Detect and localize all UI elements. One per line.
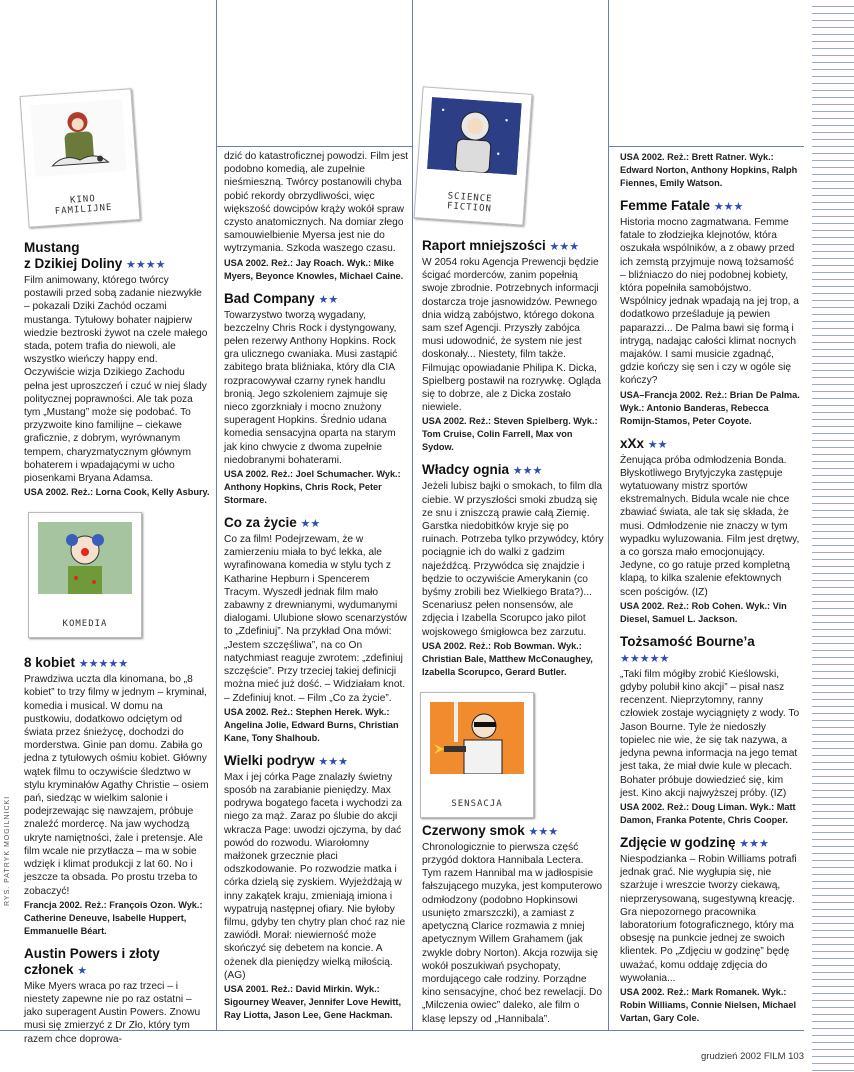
review-czerwony-smok xyxy=(422,823,604,1026)
review-co-za-zycie xyxy=(224,515,408,745)
review-title: xXx ★★ xyxy=(620,435,668,451)
review-8-kobiet xyxy=(24,655,210,937)
review-title: Władcy ognia ★★★ xyxy=(422,462,543,478)
illustrator-credit: RYS. PATRYK MOGILNICKI xyxy=(4,795,11,906)
review-credits: USA 2002. Reż.: Rob Bowman. Wyk.: Christian Bale, Matthew McConaughey, Izabella Scorupco, Gerard Butler. xyxy=(422,640,593,677)
rating-stars: ★★★ xyxy=(528,825,559,838)
rating-stars: ★★ xyxy=(300,518,321,531)
review-austin-powers xyxy=(24,946,210,1046)
review-body: Niespodzianka – Robin Williams potrafi jednak grać. Nie wygłupia się, nie szarżuje i wreszcie tworzy ciekawą, nieprzerysowaną, sugestywną kreację. Gra niepozornego pracownika laboratorium fotograficznego, który ma obsesję na punkcie jednej ze swoich klientek. Po „Zdjęciu w godzinę” będę uważać, komu oddaję zdjęcia do wywołania... xyxy=(620,853,797,984)
rating-stars: ★★★ xyxy=(739,837,769,850)
column-1 xyxy=(0,0,216,1045)
review-credits: USA 2002. Reż.: Stephen Herek. Wyk.: Angelina Jolie, Edward Burns, Christian Kane, Tony Shalhoub. xyxy=(224,706,399,743)
review-title: Tożsamość Bourne’a ★★★★★ xyxy=(620,633,755,665)
review-title: Co za życie ★★ xyxy=(224,515,321,531)
review-title: Mustang z Dzikiej Doliny ★★★★ xyxy=(24,240,166,271)
column-2 xyxy=(216,0,412,1032)
rating-stars: ★★★ xyxy=(512,465,543,478)
rating-stars: ★★ xyxy=(647,438,668,451)
review-title: Femme Fatale ★★★ xyxy=(620,198,744,213)
rating-stars: ★★★★★ xyxy=(620,652,670,665)
review-wielki-podryw xyxy=(224,753,408,1022)
page-footer: grudzień 2002 FILM 103 xyxy=(701,1051,804,1062)
column-3 xyxy=(412,0,608,1032)
review-credits: USA 2002. Reż.: Brett Ratner. Wyk.: Edward Norton, Anthony Hopkins, Ralph Fiennes, Emily Watson. xyxy=(620,152,798,188)
review-body: Max i jej córka Page znalazły świetny sposób na zarabianie pieniędzy. Max podrywa bogatego faceta i wychodzi za niego za mąż. Zaraz po ślubie do akcji wkracza Page: uwodzi ojczyma, by dać powód do rozwodu. Wiarołomny małżonek grzecznie płaci odszkodowanie. Po rozwodzie matka i córka dzielą się zyskiem. Wyjeżdżają w inny zakątek kraju, zmieniają imiona i wypatrują następnej ofiary. Nie byłoby filmu, gdyby ten chytry plan choć raz nie zawiódł. Morał: niewierność może skończyć się debetem na koncie. A ożenek dla pieniędzy wielką miłością. (AG) xyxy=(224,771,406,981)
review-tozsamosc-bourne xyxy=(620,634,800,827)
science-caption: SCIENCE FICTION xyxy=(446,191,493,215)
review-austin-powers-cont xyxy=(224,150,408,283)
review-title: Wielki podryw ★★★ xyxy=(224,752,349,768)
review-body: Mike Myers wraca po raz trzeci – i niestety zapewne nie po raz ostatni – jako superagent Austin Powers. Znowu musi się zmierzyć z Dr Zło, który tym razem chce doprowa- xyxy=(24,980,201,1045)
review-body: Żenująca próba odmłodzenia Bonda. Błyskotliwego Brytyjczyka zastępuje wytatuowany mistrz sportów ekstremalnych. Bidula wcale nie chce zbawiać świata, ale tak się składa, że musi. Odmłodzenie nie znaczy w tym wypadku wyluzowania. Film jest drętwy, a co gorsza mało emocjonujący. Jedyne, co go ratuje przed kompletną klapą, to kilka szalenie efektownych scen pościgów. (IZ) xyxy=(620,454,800,598)
review-body: dzić do katastroficznej powodzi. Film jest podobno komedią, ale zupełnie nieśmieszną. Twórcy postanowili chyba pobić rekordy obrzydliwości, więc większość dowcipów krąży wokół spraw czysto anatomicznych. Na domiar złego samouwielbienie Myersa jest nie do wytrzymania. Szkoda waszego czasu. xyxy=(224,151,409,255)
review-femme-fatale xyxy=(620,198,800,428)
review-title: Raport mniejszości ★★★ xyxy=(422,238,580,253)
review-body: Towarzystwo tworzą wygadany, bezczelny Chris Rock i dystyngowany, pełen rezerwy Anthony Hopkins. Rock gra ulicznego cwaniaka. Musi zastąpić zabitego brata bliźniaka, który dla CIA rozpracowywał czarny rynek handlu bronią. Jego szkoleniem zajmuje się nieco zgorzkniały i mocno znużony superagent Hopkins. Średnio udana komedia sensacyjna oparta na starym jak kino chwycie z dwoma zupełnie niedobranymi bohaterami. xyxy=(224,309,398,466)
review-title: 8 kobiet ★★★★★ xyxy=(24,655,129,671)
review-title: Austin Powers i złoty członek ★ xyxy=(24,945,160,977)
review-body: Prawdziwa uczta dla kinomana, bo „8 kobiet” to trzy filmy w jednym – kryminał, komedia i musical. W domu na pustkowiu, dodatkowo odciętym od świata przez śnieżycę, dochodzi do morderstwa. Ginie pan domu. Zabiła go jedna z tytułowych ośmiu kobiet. Główny wątek filmu to oczywiście śledztwo w stylu kryminałów Agathy Christie – osiem pań, siedząc w wielkim salonie i podejrzewając się nawzajem, próbuje znaleźć mordercę. Na jaw wychodzą ukryte namiętności, żale i pretensje. Ale film wcale nie przytłacza – ma w sobie wdzięk i klimat produkcji z lat 60. No i jeszcze ta obsada. Po prostu trzeba to zobaczyć! xyxy=(24,674,209,897)
review-title: Zdjęcie w godzinę ★★★ xyxy=(620,834,769,850)
kino-caption: KINO FAMILIJNE xyxy=(54,194,113,217)
rating-stars: ★★ xyxy=(318,293,339,306)
review-credits: USA–Francja 2002. Reż.: Brian De Palma. Wyk.: Antonio Banderas, Rebecca Romijn-Stamos, Peter Coyote. xyxy=(620,389,800,426)
rating-stars: ★★★★★ xyxy=(78,658,129,671)
column-4 xyxy=(608,0,804,1032)
review-body: Film animowany, którego twórcy postawili przed sobą zadanie niezwykłe – pokazali Dziki Zachód oczami mustanga. Tytułowy bohater najpierw wiedzie beztroski żywot na czele małego stada, potem trafia do niewoli, ale wszystko wieńczy happy end. Oczywiście wizja Dzikiego Zachodu pełna jest uproszczeń i czuć w niej ślady politycznej poprawności. Ale tak poza tym „Mustang” może się podobać. To przyzwoite kino familijne – ciekawe graficznie, z dobrym, wyrównanym tempem, charyzmatycznym głównym bohaterem i wpadającymi w ucho piosenkami Bryana Adamsa. xyxy=(24,275,208,485)
review-czerwony-smok-credits xyxy=(620,151,800,190)
review-credits: USA 2001. Reż.: David Mirkin. Wyk.: Sigourney Weaver, Jennifer Love Hewitt, Ray Liotta, Jason Lee, Gene Hackman. xyxy=(224,983,401,1020)
review-credits: USA 2002. Reż.: Steven Spielberg. Wyk.: Tom Cruise, Colin Farrell, Max von Sydow. xyxy=(422,416,598,453)
rating-stars: ★★★ xyxy=(713,201,744,213)
review-title: Czerwony smok ★★★ xyxy=(422,822,559,838)
review-body: Co za film! Podejrzewam, że w zamierzeniu miała to być lekka, ale wyrafinowana komedia w stylu tych z Katharine Hepburn i Spencerem Tracym. Wyszedł jednak film mało zabawny z drewnianymi, wydumanymi dialogami. Ulubione słowo scenarzystów to „Zdefiniuj”. Na przykład Ona mówi: „Jestem szczęśliwa”, na co On natychmiast reaguje zwrotem: „zdefiniuj szczęście”. Przy trzeciej takiej definicji można mieć już dość. – Widziałam knot. – Zdefiniuj knot. – Film „Co za życie”. xyxy=(224,534,407,704)
rating-stars: ★★★ xyxy=(318,755,349,768)
review-credits: USA 2002. Reż.: Doug Liman. Wyk.: Matt Damon, Franka Potente, Chris Cooper. xyxy=(620,801,796,825)
review-body: Chronologicznie to pierwsza część przygód doktora Hannibala Lectera. Tym razem Hannibal ma w jadłospisie fałszującego muzyka, jest komputerowo odmłodzony (podobno Hopkinsowi usunięto zmarszczki), a zamiast z apetyczną Clarice rozmawia z mniej apetycznym Willem Grahamem (jak zwykle dobry Norton). Akcja rozwija się wokół poszukiwań psychopaty, mordującego całe rodziny. Porządne kino sensacyjne, choć bez rewelacji. Do „Milczenia owiec” daleko, ale film o klasę lepszy od „Hannibala”. xyxy=(422,841,603,1025)
review-wladcy-ognia xyxy=(422,462,604,678)
review-bad-company xyxy=(224,291,408,507)
review-body: W 2054 roku Agencja Prewencji będzie ścigać morderców, zanim popełnią swoje zbrodnie. Potrzebnych informacji dostarcza troje jasnowidzów. Pewnego dnia widzą zabójstwo, którego dokona sam szef Agencji. Przyszły zabójca musi udowodnić, że system nie jest doskonały... Niestety, film także. Filmując opowiadanie Philipa K. Dicka, Spielberg postawił na rozrywkę. Ogląda się to dobrze, ale z Dicka zostało niewiele. xyxy=(422,257,601,414)
review-zdjecie-w-godzine xyxy=(620,835,800,1025)
komedia-caption: KOMEDIA xyxy=(62,619,108,629)
review-xxx xyxy=(620,436,800,626)
review-credits: USA 2002. Reż.: Joel Schumacher. Wyk.: Anthony Hopkins, Chris Rock, Peter Stormare. xyxy=(224,469,401,506)
sensacja-caption: SENSACJA xyxy=(451,799,503,809)
rating-stars: ★ xyxy=(77,964,88,977)
review-body: „Taki film mógłby zrobić Kieślowski, gdyby polubił kino akcji” – pisał nasz recenzent. Nieprzytomny, ranny człowiek zostaje wyciągnięty z wody. To Jason Bourne. Tyle że niedoszły topielec nie wie, że się tak nazywa, a jedyna pewna informacja na jego temat jest taka, że miał dwie kule w plecach. Bohater próbuje dowiedzieć się, kim jest. Kino akcji najwyższej próby. (IZ) xyxy=(620,668,800,799)
review-raport-mniejszosci xyxy=(422,238,604,454)
edge-stripes xyxy=(812,0,854,1072)
review-title: Bad Company ★★ xyxy=(224,290,339,306)
review-body: Historia mocno zagmatwana. Femme fatale to złodziejka klejnotów, która oszukała wspólników, a z obawy przed ich zemstą przyjmuje nową tożsamość – bliźniaczo do niej podobnej kobiety, która popełniła samobójstwo. Wspólnicy jednak wpadają na jej trop, a dodatkowo prześladuje ją pewien paparazzi... De Palma bawi się formą i intrygą, nadając całości klimat nocnych majaków. I sami musicie zgadnąć, gdzie kończy się sen i czy w ogóle się kończy? xyxy=(620,217,799,387)
review-mustang xyxy=(24,240,210,499)
review-body: Jeżeli lubisz bajki o smokach, to film dla ciebie. W przyszłości smoki zbudzą się ze snu i zniszczą prawie całą Ziemię. Garstka niedobitków kryje się po ruinach. Potrzeba tylko przywódcy, który pociągnie ich do walki z gadzim najeźdźcą. Przywódca się znajdzie i będzie to oczywiście Amerykanin (co byśmy zrobili bez Wielkiego Brata?)... Scenariusz pełen nonsensów, ale zdjęcia i Izabella Scorupco jako pilot wojskowego śmigłowca bez zarzutu. xyxy=(422,481,604,638)
rating-stars: ★★★ xyxy=(549,241,580,253)
rating-stars: ★★★★ xyxy=(126,259,166,271)
review-credits: Francja 2002. Reż.: François Ozon. Wyk.: Catherine Deneuve, Isabelle Huppert, Emmanuelle Béart. xyxy=(24,899,203,936)
review-credits: USA 2002. Reż.: Mark Romanek. Wyk.: Robin Williams, Connie Nielsen, Michael Vartan, Gary Cole. xyxy=(620,986,797,1023)
review-credits: USA 2002. Reż.: Jay Roach. Wyk.: Mike Myers, Beyonce Knowles, Michael Caine. xyxy=(224,257,404,281)
review-credits: USA 2002. Reż.: Lorna Cook, Kelly Asbury. xyxy=(24,487,210,498)
review-credits: USA 2002. Reż.: Rob Cohen. Wyk.: Vin Diesel, Samuel L. Jackson. xyxy=(620,600,787,624)
